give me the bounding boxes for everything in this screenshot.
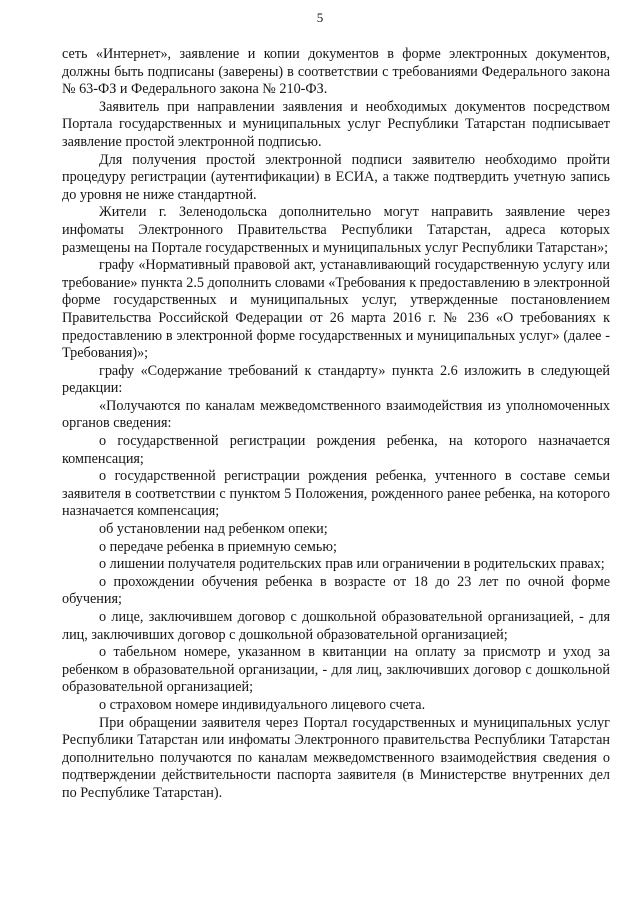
document-body <box>62 46 610 803</box>
list-item-2: о государственной регистрации рождения ребенка, учтенного в составе семьи заявителя в соответствии с пунктом 5 Положения, рожденного ранее ребенка, на которого назначается компенсация; <box>62 468 610 520</box>
list-item-8: о табельном номере, указанном в квитанции на оплату за присмотр и уход за ребенком в образовательной организации, - для лиц, заключивших договор с дошкольной образовательной организацией; <box>62 644 610 696</box>
list-item-6: о прохождении обучения ребенка в возрасте от 18 до 23 лет по очной форме обучения; <box>62 573 610 608</box>
paragraph-5: графу «Нормативный правовой акт, устанавливающий государственную услугу или требование» пункта 2.5 дополнить словами «Требования к предоставлению в электронной форме государственных и муниципальных услуг, утвержденные постановлением Правительства Российской Федерации от 26 марта 2016 г. № 236 «О требованиях к предоставлению в электронной форме государственных и муниципальных услуг» (далее - Требования)»; <box>62 257 610 362</box>
page-number: 5 <box>316 10 324 25</box>
list-item-1: о государственной регистрации рождения ребенка, на которого назначается компенсация; <box>62 433 610 467</box>
paragraph-final: При обращении заявителя через Портал государственных и муниципальных услуг Республики Татарстан или инфоматы Электронного правительства Республики Татарстан дополнительно получаются по каналам межведомственного взаимодействия сведения о подтверждении действительности паспорта заявителя (в Министерстве внутренних дел по Республике Татарстан). <box>62 714 610 801</box>
list-item-7: о лице, заключившем договор с дошкольной образовательной организацией, - для лиц, заключивших договор с дошкольной образовательной организацией; <box>62 609 610 643</box>
paragraph-7: «Получаются по каналам межведомственного взаимодействия из уполномоченных органов сведения: <box>62 397 610 432</box>
paragraph-2: Заявитель при направлении заявления и необходимых документов посредством Портала государственных и муниципальных услуг Республики Татарстан подписывает заявление простой электронной подписью. <box>62 98 610 150</box>
list-item-3: об установлении над ребенком опеки; <box>99 521 328 538</box>
paragraph-4: Жители г. Зеленодольска дополнительно могут направить заявление через инфоматы Электронного Правительства Республики Татарстан, адреса которых размещены на Портале государственных и муниципальных услуг Республики Татарстан»; <box>62 204 610 256</box>
list-item-5: о лишении получателя родительских прав или ограничении в родительских правах; <box>99 556 605 573</box>
list-item-9: о страховом номере индивидуального лицевого счета. <box>99 696 426 713</box>
paragraph-3: Для получения простой электронной подписи заявителю необходимо пройти процедуру регистрации (аутентификации) в ЕСИА, а также подтвердить учетную запись до уровня не ниже стандартной. <box>62 151 610 203</box>
paragraph-6: графу «Содержание требований к стандарту» пункта 2.6 изложить в следующей редакции: <box>62 362 610 397</box>
paragraph-1: сеть «Интернет», заявление и копии документов в форме электронных документов, должны быть подписаны (заверены) в соответствии с требованиями Федерального закона № 63-ФЗ и Федерального закона № 210-ФЗ. <box>62 46 610 98</box>
list-item-4: о передаче ребенка в приемную семью; <box>99 538 337 555</box>
